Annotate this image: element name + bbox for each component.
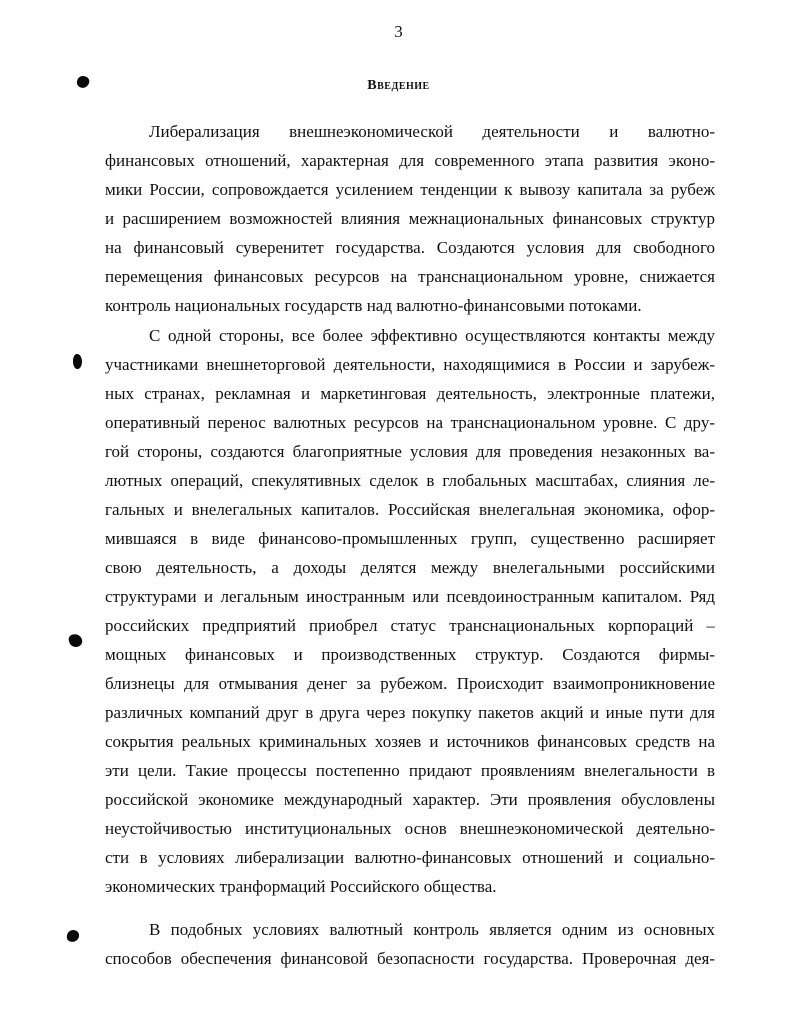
paragraph-line: мощных финансовых и производственных структур. Создаются фирмы- (105, 645, 715, 664)
paragraph-line: участниками внешнеторговой деятельности, находящимися в России и зарубеж- (105, 355, 715, 374)
paragraph-line: различных компаний друг в друга через покупку пакетов акций и иные пути для (105, 703, 715, 722)
paragraph-line: российских предприятий приобрел статус транснациональных корпораций – (105, 616, 715, 635)
paragraph-line: Либерализация внешнеэкономической деятельности и валютно- (149, 122, 715, 141)
paragraph-line: и расширением возможностей влияния межнациональных финансовых структур (105, 209, 715, 228)
paragraph-line: мики России, сопровождается усилением тенденции к вывозу капитала за рубеж (105, 180, 715, 199)
paragraph-line: гальных и внелегальных капиталов. Российская внелегальная экономика, офор- (105, 500, 715, 519)
paragraph-line: В подобных условиях валютный контроль является одним из основных (149, 920, 715, 939)
page-number: 3 (394, 22, 403, 41)
paragraph-line: контроль национальных государств над валютно-финансовыми потоками. (105, 296, 642, 315)
paragraph-line: лютных операций, спекулятивных сделок в глобальных масштабах, слияния ле- (105, 471, 715, 490)
paragraph-line: российской экономике международный характер. Эти проявления обусловлены (105, 790, 715, 809)
paragraph-line: сти в условиях либерализации валютно-финансовых отношений и социально- (105, 848, 715, 867)
paragraph-line: перемещения финансовых ресурсов на транснациональном уровне, снижается (105, 267, 715, 286)
paragraph-line: неустойчивостью институциональных основ внешнеэкономической деятельно- (105, 819, 715, 838)
paragraph-line: эти цели. Такие процессы постепенно придают проявлениям внелегальности в (105, 761, 715, 780)
paragraph-line: оперативный перенос валютных ресурсов на транснациональном уровне. С дру- (105, 413, 715, 432)
paragraph-line: С одной стороны, все более эффективно осуществляются контакты между (149, 326, 715, 345)
section-heading: Введение (367, 78, 430, 93)
paragraph-line: близнецы для отмывания денег за рубежом. Происходит взаимопроникновение (105, 674, 715, 693)
paragraph-line: структурами и легальным иностранным или псевдоиностранным капиталом. Ряд (105, 587, 715, 606)
paragraph-line: экономических транформаций Российского общества. (105, 877, 497, 896)
paragraph-line: гой стороны, создаются благоприятные условия для проведения незаконных ва- (105, 442, 715, 461)
paragraph-line: ных странах, рекламная и маркетинговая деятельность, электронные платежи, (105, 384, 715, 403)
paragraph-line: свою деятельность, а доходы делятся между внелегальными российскими (105, 558, 715, 577)
punch-hole-mark (68, 633, 84, 649)
paragraph-line: на финансовый суверенитет государства. Создаются условия для свободного (105, 238, 715, 257)
paragraph-line: мившаяся в виде финансово-промышленных групп, существенно расширяет (105, 529, 715, 548)
punch-hole-mark (73, 354, 82, 369)
punch-hole-mark (66, 929, 80, 943)
paragraph-line: сокрытия реальных криминальных хозяев и источников финансовых средств на (105, 732, 715, 751)
paragraph-line: финансовых отношений, характерная для современного этапа развития эконо- (105, 151, 715, 170)
paragraph-line: способов обеспечения финансовой безопасности государства. Проверочная дея- (105, 949, 715, 968)
